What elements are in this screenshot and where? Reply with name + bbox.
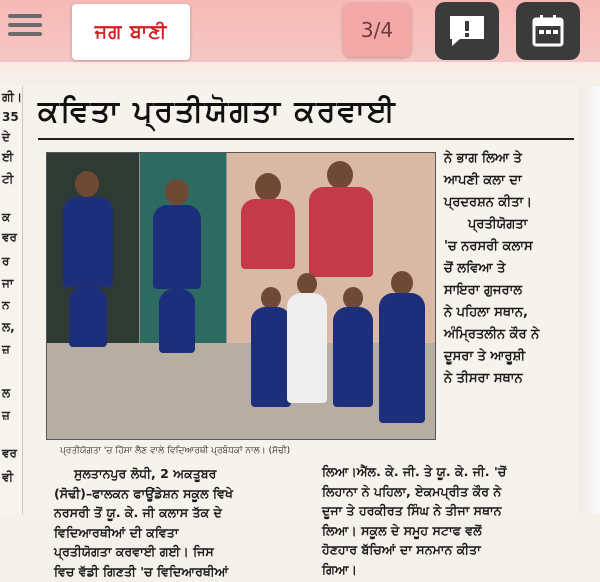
figure-student <box>159 289 195 353</box>
left-line: ਵੀ <box>2 470 14 484</box>
text-line: ਨੇ ਪਹਿਲਾ ਸਥਾਨ, <box>444 305 528 320</box>
photo-caption: ਪ੍ਰਤੀਯੋਗਤਾ 'ਚ ਹਿੱਸਾ ਲੈਣ ਵਾਲੇ ਵਿਦਿਆਰਥੀ ਪ੍ਰਬੰਧਕਾਂ ਨਾਲ। (ਸੋਢੀ) <box>60 446 291 456</box>
article-photo[interactable] <box>46 152 436 440</box>
article-headline: ਕਵਿਤਾ ਪ੍ਰਤੀਯੋਗਤਾ ਕਰਵਾਈ <box>38 94 397 129</box>
figure-head <box>391 271 413 295</box>
figure-student <box>153 205 201 289</box>
calendar-icon <box>530 13 566 49</box>
left-line: ਦੇ <box>2 130 10 144</box>
page-indicator[interactable]: 3/4 <box>343 3 411 57</box>
figure-head <box>255 173 281 201</box>
figure-student <box>379 293 425 423</box>
left-line: ਲ <box>2 386 11 400</box>
text-line: ਚੋਂ ਲਵਿਆ ਤੇ <box>444 261 506 276</box>
left-line: ਈ <box>2 150 14 164</box>
figure-student <box>287 293 327 403</box>
news-article <box>24 86 578 579</box>
photo-floor <box>47 343 435 439</box>
figure-head <box>261 287 281 309</box>
newspaper-logo[interactable] <box>72 4 190 60</box>
text-line: ਨਰਸਰੀ ਤੋਂ ਯੂ. ਕੇ. ਜੀ ਕਲਾਸ ਤੱਕ ਦੇ <box>54 505 222 521</box>
left-line: ਜ਼ <box>2 408 10 422</box>
left-line: ਜਾ <box>2 276 14 290</box>
text-line: ਵਿਦਿਆਰਥੀਆਂ ਦੀ ਕਵਿਤਾ <box>54 524 179 540</box>
figure-student <box>251 307 291 407</box>
text-line: ਪ੍ਰਦਰਸ਼ਨ ਕੀਤਾ। <box>444 195 532 210</box>
left-line: ਵਰ <box>2 446 17 460</box>
text-line: ਲਿਹਾਨਾ ਨੇ ਪਹਿਲਾ, ਏਕਮਪ੍ਰੀਤ ਕੌਰ ਨੇ <box>322 483 502 499</box>
text-line: ਗਿਆ। <box>322 561 358 577</box>
text-line: ਲਿਆ।ਐੱਲ. ਕੇ. ਜੀ. ਤੇ ਯੂ. ਕੇ. ਜੀ. 'ਚੋਂ <box>322 464 507 479</box>
figure-head <box>327 161 353 189</box>
left-line: ਲ, <box>2 320 15 334</box>
text-line: ਦੂਜਾ ਤੇ ਹਰਕੀਰਤ ਸਿੰਘ ਨੇ ਤੀਜਾ ਸਥਾਨ <box>322 503 502 519</box>
feedback-button[interactable] <box>435 2 499 60</box>
left-line: ਕ <box>2 210 11 224</box>
text-line: ਵਿਚ ਵੱਡੀ ਗਿਣਤੀ 'ਚ ਵਿਦਿਆਰਥੀਆਂ <box>54 563 229 579</box>
left-column-text <box>0 86 23 514</box>
feedback-icon <box>448 14 486 48</box>
page-right-edge <box>578 86 600 514</box>
text-line: ਪ੍ਰਤੀਯੋਗਤਾ <box>468 217 528 232</box>
text-line: ਅੰਮ੍ਰਿਤਲੀਨ ਕੌਰ ਨੇ <box>444 327 540 342</box>
text-line: ਹੋਣਹਾਰ ਬੱਚਿਆਂ ਦਾ ਸਨਮਾਨ ਕੀਤਾ <box>322 542 481 558</box>
figure-head <box>297 273 317 295</box>
text-line: ਨੇ ਭਾਗ ਲਿਆ ਤੇ <box>444 151 522 166</box>
text-line: ਸੁਲਤਾਨਪੁਰ ਲੋਧੀ, 2 ਅਕਤੂਬਰ <box>74 466 217 481</box>
menu-icon[interactable] <box>8 10 42 40</box>
headline-divider <box>38 138 574 140</box>
left-line: ਰ <box>2 254 10 268</box>
left-line: ਟੀ <box>2 172 14 186</box>
left-line: ਗੀ। <box>2 90 23 104</box>
calendar-button[interactable] <box>516 2 580 60</box>
text-line: ਨੇ ਤੀਸਰਾ ਸਥਾਨ <box>444 371 523 386</box>
figure-student <box>333 307 373 407</box>
left-line: ਨ <box>2 298 10 312</box>
left-line: ਵਰ <box>2 230 17 244</box>
text-line: ਲਿਆ। ਸਕੂਲ ਦੇ ਸਮੂਹ ਸਟਾਫ ਵਲੋਂ <box>322 522 482 538</box>
figure-teacher <box>241 199 295 269</box>
logo-text: ਜਗ ਬਾਣੀ <box>94 21 168 43</box>
text-line: ਆਪਣੀ ਕਲਾ ਦਾ <box>444 173 522 188</box>
page-top-fade <box>0 62 600 86</box>
text-line: ਦੂਸਰਾ ਤੇ ਆਰੂਸ਼ੀ <box>444 349 526 364</box>
figure-head <box>165 179 189 205</box>
text-line: (ਸੋਢੀ)–ਫਾਲਕਨ ਫਾਊਂਡੇਸ਼ਨ ਸਕੂਲ ਵਿਖੇ <box>54 485 233 501</box>
figure-student <box>63 197 113 287</box>
figure-head <box>75 171 99 197</box>
text-line: ਪ੍ਰਤੀਯੋਗਤਾ ਕਰਵਾਈ ਗਈ। ਜਿਸ <box>54 544 214 560</box>
top-app-bar <box>0 0 600 62</box>
figure-teacher <box>309 187 373 277</box>
article-side-column <box>444 148 580 390</box>
left-line: 35 <box>2 110 19 124</box>
figure-student <box>69 287 107 347</box>
text-line: ਸਾਇਰਾ ਗੁਜਰਾਲ <box>444 283 523 298</box>
figure-head <box>343 287 363 309</box>
left-line: ਜ਼ <box>2 342 10 356</box>
article-body-right <box>322 462 584 580</box>
article-body-left <box>54 464 314 582</box>
text-line: 'ਚ ਨਰਸਰੀ ਕਲਾਸ <box>444 239 533 254</box>
